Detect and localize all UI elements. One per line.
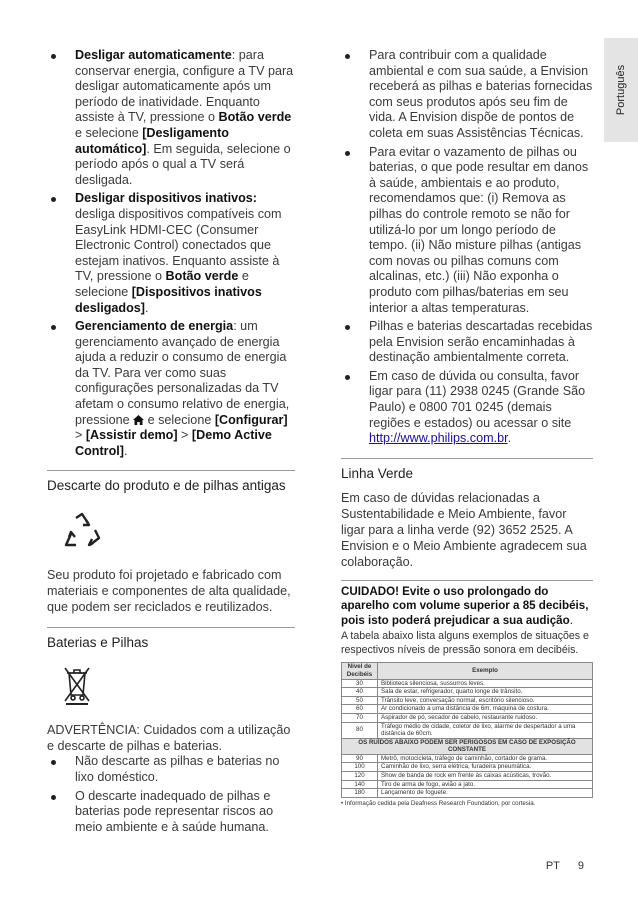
list-item: Em caso de dúvida ou consulta, favor ligar para (11) 2938 0245 (Grande São Paulo) e 0800 701 0245 (demais regiões e estados) ou acessar o site http://www.philips.com.br. bbox=[341, 369, 593, 447]
table-row bbox=[342, 780, 593, 789]
example-cell: Tiro de arma de fogo, avião a jato. bbox=[378, 780, 593, 789]
decibel-cell: 120 bbox=[342, 772, 378, 781]
list-item: Pilhas e baterias descartadas recebidas pela Envision serão encaminhadas à destinação ambientalmente correta. bbox=[341, 319, 593, 366]
decibel-cell: 180 bbox=[342, 789, 378, 798]
example-cell: Lançamento de foguete. bbox=[378, 789, 593, 798]
noise-level-table bbox=[341, 662, 593, 798]
batteries-section bbox=[47, 627, 295, 835]
list-item-idle-devices: Desligar dispositivos inativos: desliga dispositivos compatíveis com EasyLink HDMI-CEC (Consumer Electronic Control) conectados que estejam inativos. Enquanto assiste à TV, pressione o Botão verde e selecione [Dispositivos inativos desligados]. bbox=[47, 191, 295, 316]
decibel-cell: 50 bbox=[342, 696, 378, 705]
caution-section bbox=[341, 580, 593, 807]
decibel-cell: 90 bbox=[342, 754, 378, 763]
example-cell: Metrô, motocicleta, tráfego de caminhão, cortador de grama. bbox=[378, 754, 593, 763]
footer-lang: PT bbox=[545, 860, 560, 872]
decibel-cell: 60 bbox=[342, 705, 378, 714]
list-item: O descarte inadequado de pilhas e baterias pode representar riscos ao meio ambiente e à saúde humana. bbox=[47, 789, 295, 836]
bullet-icon bbox=[51, 795, 56, 800]
right-column bbox=[341, 48, 593, 807]
example-cell: Caminhão de lixo, serra elétrica, furadeira pneumática. bbox=[378, 763, 593, 772]
danger-subheader: OS RUÍDOS ABAIXO PODEM SER PERIGOSOS EM CASO DE EXPOSIÇÃO CONSTANTE bbox=[342, 738, 593, 754]
example-cell: Show de banda de rock em frente às caixas acústicas, trovão. bbox=[378, 772, 593, 781]
green-line-text: Em caso de dúvidas relacionadas a Sustentabilidade e Meio Ambiente, favor ligar para a linha verde (92) 3652 2525. A Envision e o Meio Ambiente agradecem sua colaboração. bbox=[341, 490, 587, 569]
example-cell: Ar condicionado a uma distância de 6m, máquina de costura. bbox=[378, 705, 593, 714]
decibel-cell: 70 bbox=[342, 713, 378, 722]
decibel-cell: 140 bbox=[342, 780, 378, 789]
example-cell: Aspirador de pó, secador de cabelo, restaurante ruidoso. bbox=[378, 713, 593, 722]
table-header-row bbox=[342, 663, 593, 679]
caution-text: A tabela abaixo lista alguns exemplos de situações e respectivos níveis de pressão sonora em decibéis. bbox=[341, 630, 589, 656]
table-row bbox=[342, 688, 593, 697]
list-item-auto-off: Desligar automaticamente: para conservar energia, configure a TV para desligar automaticamente após um período de inatividade. Enquanto assiste à TV, pressione o Botão verde e selecione [Desligamento automático]. Em seguida, selecione o período após o qual a TV será desligada. bbox=[47, 48, 295, 188]
bullet-icon bbox=[51, 325, 56, 330]
battery-info-list bbox=[341, 48, 593, 447]
table-row bbox=[342, 763, 593, 772]
disposal-section bbox=[47, 470, 295, 615]
table-subheader-row bbox=[342, 738, 593, 754]
philips-website-link[interactable]: http://www.philips.com.br bbox=[369, 431, 508, 446]
crossed-bin-icon bbox=[63, 665, 295, 710]
table-row bbox=[342, 772, 593, 781]
list-item: Não descarte as pilhas e baterias no lixo doméstico. bbox=[47, 754, 295, 785]
batteries-list bbox=[47, 754, 295, 835]
header-example: Exemplo bbox=[378, 663, 593, 679]
list-item: Para evitar o vazamento de pilhas ou baterias, o que pode resultar em danos à saúde, ambientais e ao produto, recomendamos que: (i) Remova as pilhas do controle remoto se não for utilizá-lo por um longo período de tempo. (ii) Não misture pilhas (antigas com novas ou pilhas comuns com alcalinas, etc.) (iii) Não exponha o produto com pilhas/baterias em seu interior a altas temperaturas. bbox=[341, 145, 593, 317]
green-line-section bbox=[341, 458, 593, 570]
left-column bbox=[47, 48, 295, 838]
example-cell: Trânsito leve, conversação normal, escritório silencioso. bbox=[378, 696, 593, 705]
home-icon bbox=[133, 415, 144, 425]
disposal-title: Descarte do produto e de pilhas antigas bbox=[47, 478, 286, 494]
table-row bbox=[342, 722, 593, 738]
table-row bbox=[342, 789, 593, 798]
caution-title: CUIDADO! Evite o uso prolongado do aparelho com volume superior a 85 decibéis, pois isto poderá prejudicar a sua audição. bbox=[341, 584, 589, 627]
example-cell: Biblioteca silenciosa, sussurros leves. bbox=[378, 679, 593, 688]
table-row bbox=[342, 679, 593, 688]
decibel-cell: 100 bbox=[342, 763, 378, 772]
example-cell: Sala de estar, refrigerador, quarto longe de trânsito. bbox=[378, 688, 593, 697]
language-tab-label: Português bbox=[615, 64, 627, 116]
header-level: Nível de Decibéis bbox=[342, 663, 378, 679]
power-options-list bbox=[47, 48, 295, 459]
page-number: 9 bbox=[577, 860, 584, 872]
bullet-icon bbox=[345, 151, 350, 156]
batteries-title: Baterias e Pilhas bbox=[47, 635, 149, 651]
bullet-icon bbox=[345, 325, 350, 330]
disposal-text: Seu produto foi projetado e fabricado com materiais e componentes de alta qualidade, que podem ser reciclados e reutilizados. bbox=[47, 568, 291, 615]
bullet-icon bbox=[51, 760, 56, 765]
list-item: Para contribuir com a qualidade ambiental e com sua saúde, a Envision receberá as pilhas e baterias fornecidas com seus produtos após seu fim de vida. A Envision dispõe de pontos de coleta em suas Assistências Técnicas. bbox=[341, 48, 593, 142]
page-footer bbox=[546, 860, 584, 872]
example-cell: Tráfego médio de cidade, coletor de lixo, alarme de despertador a uma distância de 60cm. bbox=[378, 722, 593, 738]
decibel-cell: 40 bbox=[342, 688, 378, 697]
bullet-icon bbox=[51, 197, 56, 202]
bullet-icon bbox=[345, 54, 350, 59]
recycle-icon bbox=[62, 512, 295, 553]
table-row bbox=[342, 696, 593, 705]
table-row bbox=[342, 705, 593, 714]
green-line-title: Linha Verde bbox=[341, 465, 414, 481]
batteries-warning: ADVERTÊNCIA: Cuidados com a utilização e descarte de pilhas e baterias. bbox=[47, 723, 291, 754]
bullet-icon bbox=[51, 54, 56, 59]
decibel-cell: 80 bbox=[342, 722, 378, 738]
bullet-icon bbox=[345, 375, 350, 380]
decibel-cell: 30 bbox=[342, 679, 378, 688]
table-footnote: • Informação cedida pela Deafness Research Foundation, por cortesia. bbox=[341, 799, 536, 807]
table-row bbox=[342, 754, 593, 763]
list-item-power-management: Gerenciamento de energia: um gerenciamento avançado de energia ajuda a reduzir o consumo de energia da TV. Para ver como suas configurações personalizadas da TV afetam o consumo relativo de energia, pressione e selecione [Configurar] > [Assistir demo] > [Demo Active Control]. bbox=[47, 319, 295, 459]
table-row bbox=[342, 713, 593, 722]
language-tab bbox=[604, 38, 638, 142]
